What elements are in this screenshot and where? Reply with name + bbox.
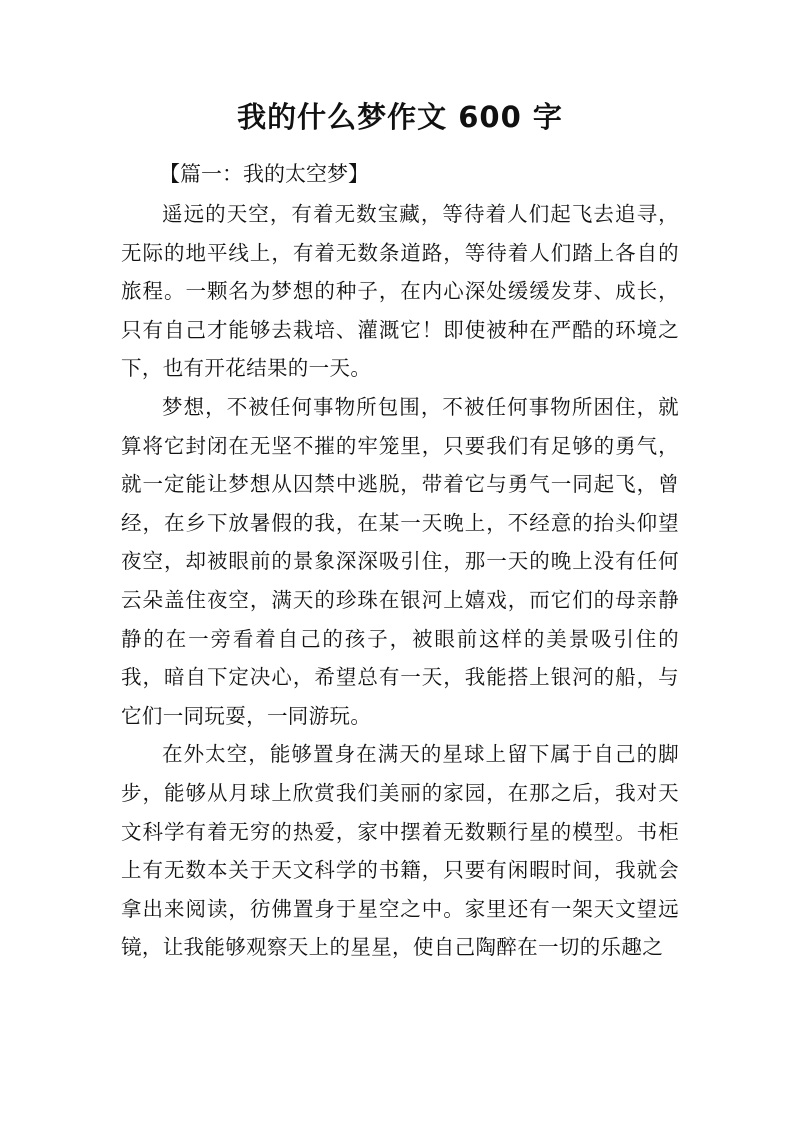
paragraph-2: 梦想，不被任何事物所包围，不被任何事物所困住，就算将它封闭在无坚不摧的牢笼里，只要我们有足够的勇气，就一定能让梦想从囚禁中逃脱，带着它与勇气一同起飞，曾经，在乡下放暑假的我，在某一天晚上，不经意的抬头仰望夜空，却被眼前的景象深深吸引住，那一天的晚上没有任何云朵盖住夜空，满天的珍珠在银河上嬉戏，而它们的母亲静静的在一旁看着自己的孩子，被眼前这样的美景吸引住的我，暗自下定决心，希望总有一天，我能搭上银河的船，与它们一同玩耍，一同游玩。: [121, 394, 679, 728]
section-label: 【篇一：我的太空梦】: [159, 162, 369, 186]
document-title: 我的什么梦作文 600 字: [237, 100, 563, 134]
paragraph-1: 遥远的天空，有着无数宝藏，等待着人们起飞去追寻，无际的地平线上，有着无数条道路，等待着人们踏上各自的旅程。一颗名为梦想的种子，在内心深处缓缓发芽、成长，只有自己才能够去栽培、灌溉它！即使被种在严酷的环境之下，也有开花结果的一天。: [121, 202, 679, 381]
document-body: [121, 195, 679, 967]
paragraph-3: 在外太空，能够置身在满天的星球上留下属于自己的脚步，能够从月球上欣赏我们美丽的家园，在那之后，我对天文科学有着无穷的热爱，家中摆着无数颗行星的模型。书柜上有无数本关于天文科学的书籍，只要有闲暇时间，我就会拿出来阅读，彷佛置身于星空之中。家里还有一架天文望远镜，让我能够观察天上的星星，使自己陶醉在一切的乐趣之: [121, 742, 679, 960]
